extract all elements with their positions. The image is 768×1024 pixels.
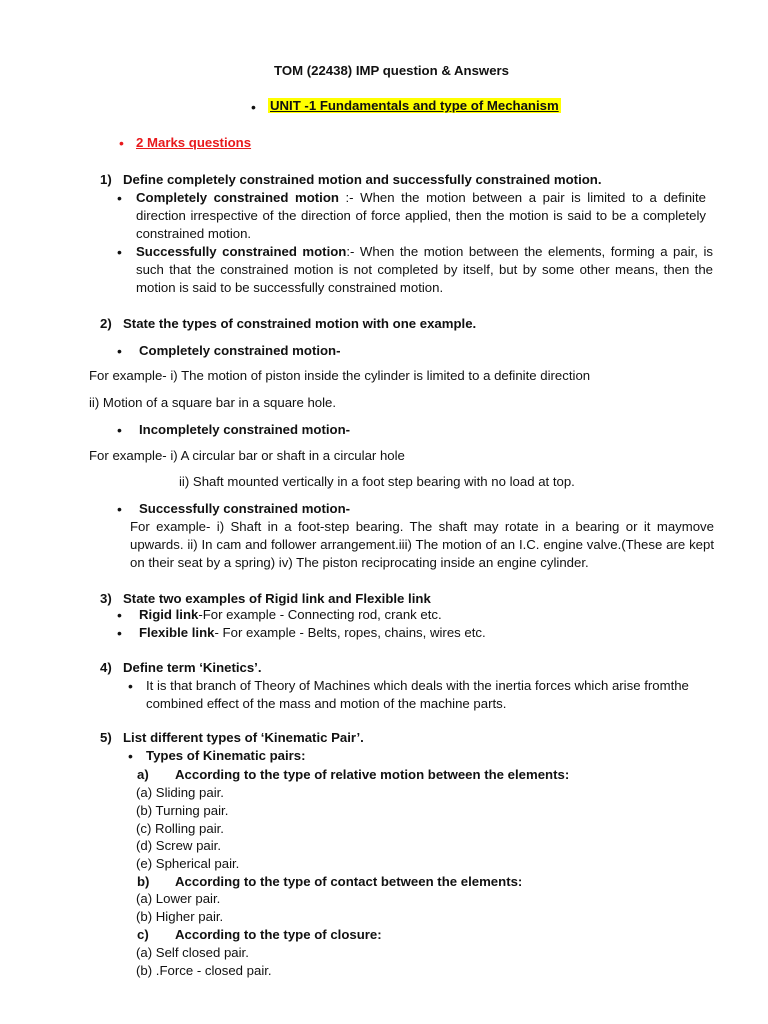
marks-heading: 2 Marks questions — [136, 135, 252, 150]
bullet: • — [128, 678, 133, 694]
list-item: (a) Lower pair. — [136, 891, 221, 906]
q4-answer: It is that branch of Theory of Machines which deals with the inertia forces which arise fromthe combined effect of the mass and motion of the machine parts. — [146, 678, 689, 711]
bullet: • — [251, 99, 256, 115]
q2-incompletely-example-1: For example- i) A circular bar or shaft in a circular hole — [89, 448, 405, 463]
q5-b-text: According to the type of contact between the elements: — [175, 874, 523, 889]
question-5-text: List different types of ‘Kinematic Pair’. — [123, 730, 364, 745]
q5-c-label: c) — [137, 927, 149, 942]
q5-a-label: a) — [137, 767, 149, 782]
list-item: (c) Rolling pair. — [136, 821, 224, 836]
q2-completely-head: Completely constrained motion- — [139, 343, 341, 358]
q2-completely-example-2: ii) Motion of a square bar in a square hole. — [89, 395, 337, 410]
question-4-text: Define term ‘Kinetics’. — [123, 660, 262, 675]
list-item: (a) Sliding pair. — [136, 785, 224, 800]
question-3-text: State two examples of Rigid link and Flexible link — [123, 591, 431, 606]
list-item: (e) Spherical pair. — [136, 856, 240, 871]
bullet: • — [117, 625, 122, 641]
q2-successfully-example: For example- i) Shaft in a foot-step bearing. The shaft may rotate in a bearing or it maymove upwards. ii) In cam and follower arrangement.iii) The motion of an I.C. engine valve.(These are kept on their seat by a spring) iv) The piston reciprocating inside an engine cylinder. — [130, 519, 714, 570]
q2-completely-example-1: For example- i) The motion of piston inside the cylinder is limited to a definite direction — [89, 368, 591, 383]
question-3-number: 3) — [100, 591, 112, 606]
bullet: • — [117, 244, 122, 260]
list-item: (b) Higher pair. — [136, 909, 224, 924]
bullet: • — [117, 422, 122, 438]
list-item: (d) Screw pair. — [136, 838, 222, 853]
q2-incompletely-example-2: ii) Shaft mounted vertically in a foot step bearing with no load at top. — [179, 474, 575, 489]
question-2-text: State the types of constrained motion with one example. — [123, 316, 477, 331]
q1-answer-completely: Completely constrained motion :- When the motion between a pair is limited to a definite direction irrespective of the direction of force applied, then the motion is said to be a completely constrained motion. — [136, 190, 706, 241]
question-4-number: 4) — [100, 660, 112, 675]
bullet: • — [117, 501, 122, 517]
question-1-text: Define completely constrained motion and successfully constrained motion. — [123, 172, 602, 187]
bullet: • — [117, 607, 122, 623]
q5-a-text: According to the type of relative motion between the elements: — [175, 767, 570, 782]
unit-heading: UNIT -1 Fundamentals and type of Mechanism — [270, 98, 559, 113]
q2-successfully-head: Successfully constrained motion- — [139, 501, 351, 516]
bullet: • — [119, 135, 124, 151]
bullet: • — [117, 343, 122, 359]
list-item: (b) .Force - closed pair. — [136, 963, 272, 978]
q5-c-text: According to the type of closure: — [175, 927, 382, 942]
q1-answer-successfully: Successfully constrained motion:- When the motion between the elements, forming a pair, is such that the constrained motion is not completed by itself, but by some other means, then the motion is said to be successfully constrained motion. — [136, 244, 714, 295]
document-title: TOM (22438) IMP question & Answers — [274, 63, 509, 78]
question-2-number: 2) — [100, 316, 112, 331]
question-1-number: 1) — [100, 172, 112, 187]
bullet: • — [128, 748, 133, 764]
question-5-number: 5) — [100, 730, 112, 745]
list-item: (a) Self closed pair. — [136, 945, 249, 960]
list-item: (b) Turning pair. — [136, 803, 229, 818]
q5-b-label: b) — [137, 874, 150, 889]
q3-rigid-link: Rigid link-For example - Connecting rod, crank etc. — [139, 607, 442, 622]
bullet: • — [117, 190, 122, 206]
q3-flexible-link: Flexible link- For example - Belts, ropes, chains, wires etc. — [139, 625, 486, 640]
q2-incompletely-head: Incompletely constrained motion- — [139, 422, 351, 437]
q5-types-head: Types of Kinematic pairs: — [146, 748, 306, 763]
